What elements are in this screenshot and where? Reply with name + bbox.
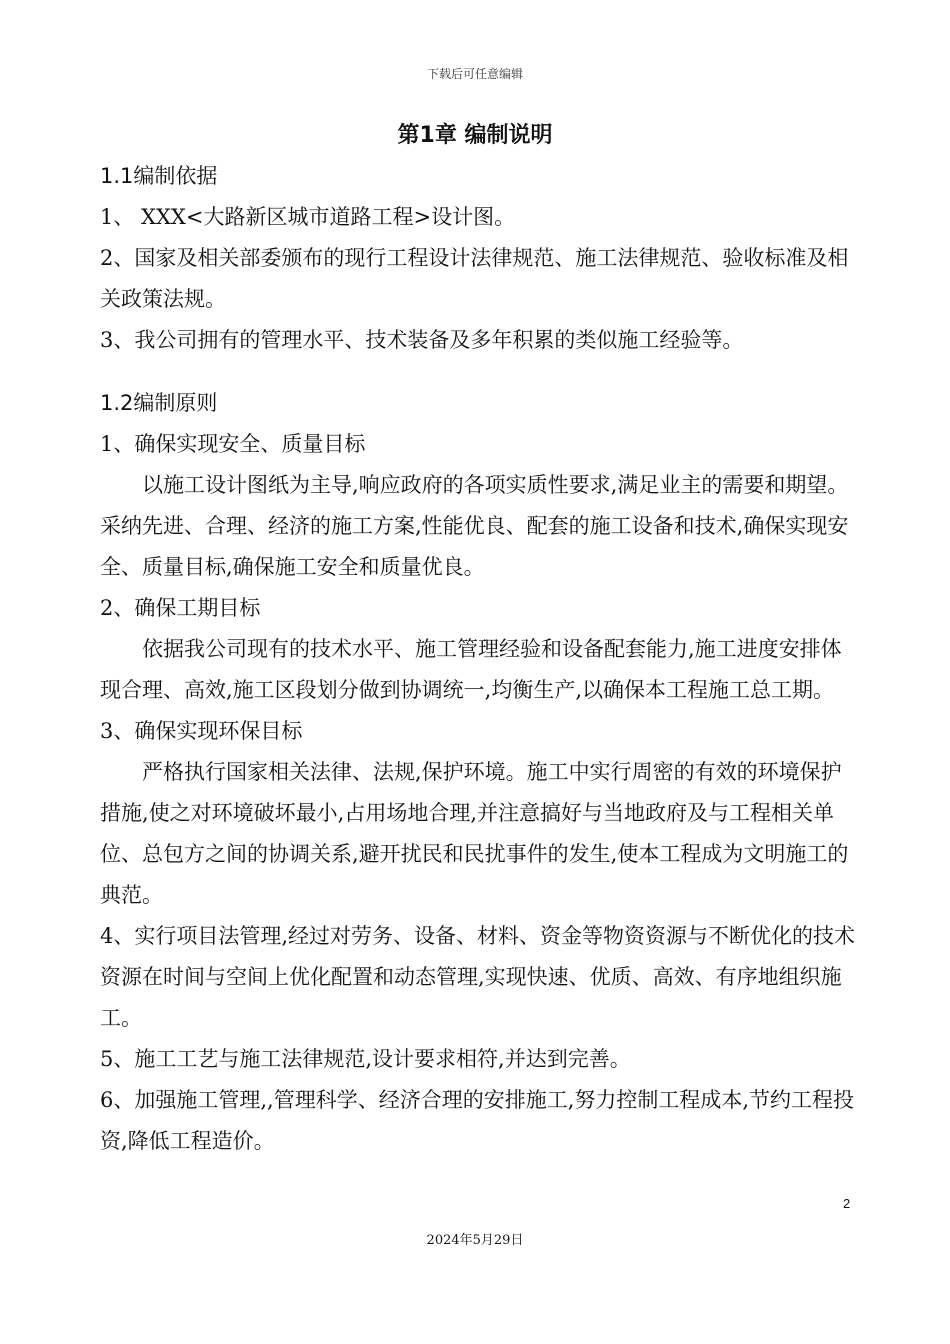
principle-2-title: 2、确保工期目标 xyxy=(100,596,261,620)
principle-3-title: 3、确保实现环保目标 xyxy=(100,719,303,743)
principle-2-body: 依据我公司现有的技术水平、施工管理经验和设备配套能力,施工进度安排体现合理、高效,施工区段划分做到协调统一,均衡生产,以确保本工程施工总工期。 xyxy=(100,637,842,702)
principle-5: 5、施工工艺与施工法律规范,设计要求相符,并达到完善。 xyxy=(100,1047,631,1071)
section-heading-1-1: 1.1编制依据 xyxy=(100,164,218,188)
principle-1-title: 1、确保实现安全、质量目标 xyxy=(100,432,366,456)
chapter-title: 第1章 编制说明 xyxy=(397,123,553,148)
document-body xyxy=(100,156,862,1162)
page-number: 2 xyxy=(843,1196,851,1211)
section-heading-1-2: 1.2编制原则 xyxy=(100,391,218,415)
principle-4: 4、实行项目法管理,经过对劳务、设备、材料、资金等物资资源与不断优化的技术资源在时间与空间上优化配置和动态管理,实现快速、优质、高效、有序地组织施工。 xyxy=(100,924,856,1030)
page-header: 下载后可任意编辑 xyxy=(426,67,523,81)
basis-item-3: 3、我公司拥有的管理水平、技术装备及多年积累的类似施工经验等。 xyxy=(100,328,744,352)
principle-1-body: 以施工设计图纸为主导,响应政府的各项实质性要求,满足业主的需要和期望。采纳先进、合理、经济的施工方案,性能优良、配套的施工设备和技术,确保实现安全、质量目标,确保施工安全和质量优良。 xyxy=(100,473,849,579)
page-footer-date: 2024年5月29日 xyxy=(426,1233,524,1248)
basis-item-2: 2、国家及相关部委颁布的现行工程设计法律规范、施工法律规范、验收标准及相关政策法规。 xyxy=(100,246,849,311)
principle-6: 6、加强施工管理,,管理科学、经济合理的安排施工,努力控制工程成本,节约工程投资,降低工程造价。 xyxy=(100,1088,855,1153)
basis-item-1: 1、 XXX<大路新区城市道路工程>设计图。 xyxy=(100,205,516,229)
principle-3-body: 严格执行国家相关法律、法规,保护环境。施工中实行周密的有效的环境保护措施,使之对环境破坏最小,占用场地合理,并注意搞好与当地政府及与工程相关单位、总包方之间的协调关系,避开扰民和民扰事件的发生,使本工程成为文明施工的典范。 xyxy=(100,760,849,907)
